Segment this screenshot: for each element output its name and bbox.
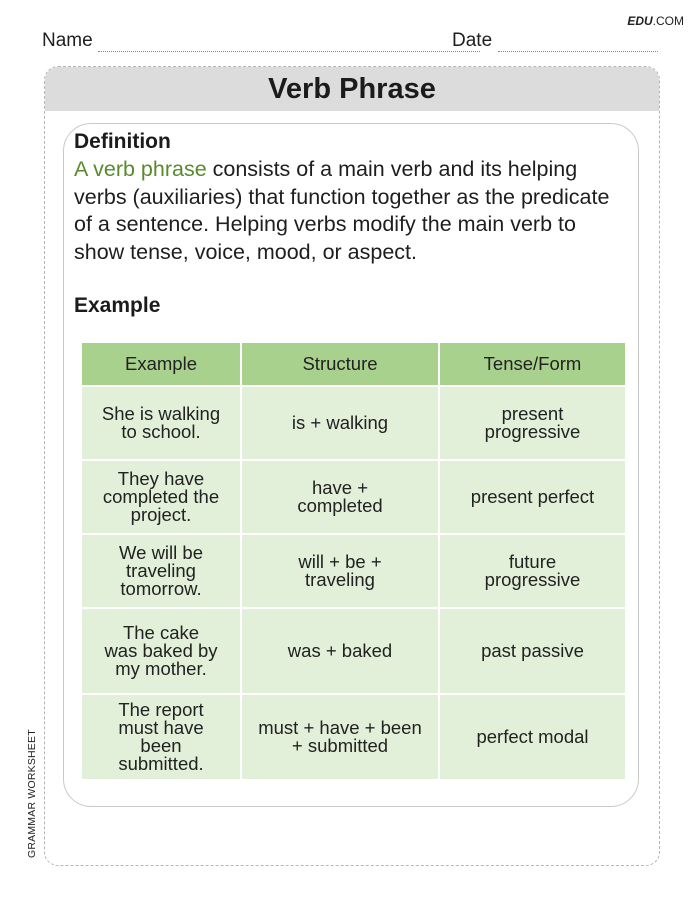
name-date-line <box>42 30 658 52</box>
table-row <box>82 535 625 607</box>
worksheet-frame <box>44 66 660 866</box>
content-card <box>63 123 639 807</box>
date-label: Date <box>452 30 493 51</box>
tense-cell: perfect modal <box>440 695 625 779</box>
definition-text <box>74 156 630 266</box>
table-row <box>82 695 625 779</box>
example-cell: The cake was baked by my mother. <box>82 609 240 693</box>
structure-cell: must + have + been + submitted <box>242 695 438 779</box>
date-field[interactable] <box>498 50 658 52</box>
name-label: Name <box>42 30 93 51</box>
tense-cell: present progressive <box>440 387 625 459</box>
table-row <box>82 387 625 459</box>
table-row <box>82 609 625 693</box>
tense-cell: future progressive <box>440 535 625 607</box>
column-header-tense: Tense/Form <box>440 343 625 385</box>
example-cell: The report must have been submitted. <box>82 695 240 779</box>
side-label: GRAMMAR WORKSHEET <box>26 729 38 858</box>
example-heading: Example <box>74 294 161 317</box>
definition-term: A verb phrase <box>74 157 207 181</box>
example-cell: We will be traveling tomorrow. <box>82 535 240 607</box>
page-title: Verb Phrase <box>45 67 659 111</box>
structure-cell: have + completed <box>242 461 438 533</box>
example-cell: They have completed the project. <box>82 461 240 533</box>
definition-body: consists of a main verb and its helping verbs (auxiliaries) that function together as the predicate of a sentence. Helping verbs modify the main verb to show tense, voice, mood, or aspect. <box>74 157 610 264</box>
structure-cell: was + baked <box>242 609 438 693</box>
definition-heading: Definition <box>74 130 171 153</box>
column-header-example: Example <box>82 343 240 385</box>
table-row <box>82 461 625 533</box>
example-cell: She is walking to school. <box>82 387 240 459</box>
structure-cell: is + walking <box>242 387 438 459</box>
tense-cell: past passive <box>440 609 625 693</box>
column-header-structure: Structure <box>242 343 438 385</box>
brand-logo: EDU.COM <box>627 14 684 28</box>
name-field[interactable] <box>98 50 480 52</box>
tense-cell: present perfect <box>440 461 625 533</box>
example-table <box>80 341 627 781</box>
structure-cell: will + be + traveling <box>242 535 438 607</box>
